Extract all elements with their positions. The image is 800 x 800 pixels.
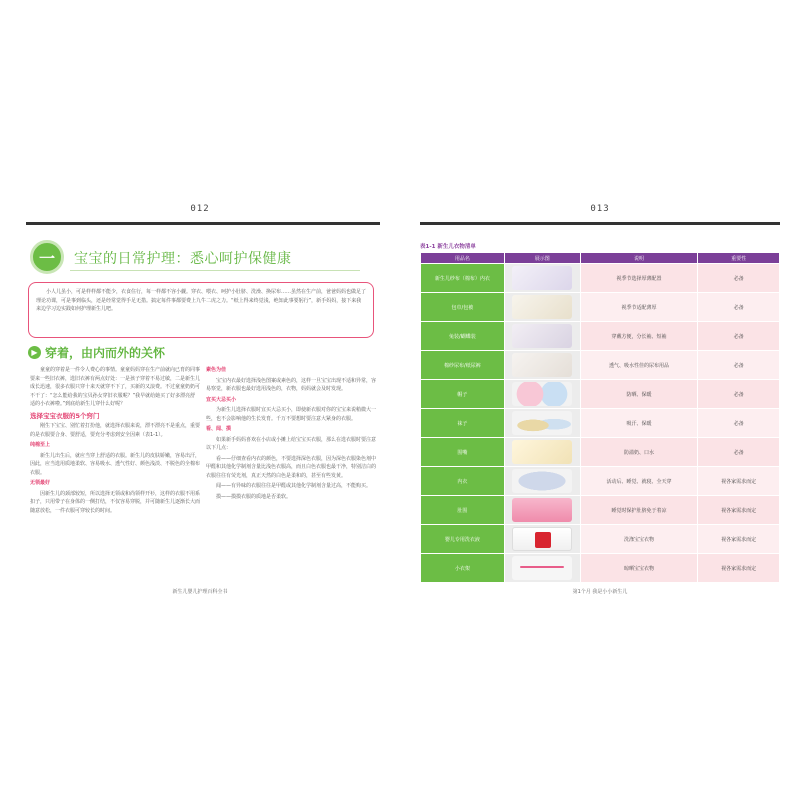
baby-detergent-image	[512, 527, 572, 551]
swaddle-blanket-image	[512, 295, 572, 319]
item-description-cell: 防晒、保暖	[580, 380, 698, 409]
subheading-cotton: 纯棉至上	[30, 442, 51, 448]
item-importance-cell: 必备	[698, 351, 780, 380]
item-description-cell: 晾晒宝宝衣物	[580, 554, 698, 583]
undershirt-image	[512, 469, 572, 493]
table-row	[421, 554, 780, 583]
item-description-cell: 透气、吸水性佳的尿布用品	[580, 351, 698, 380]
subheading-collarless: 无领最好	[30, 480, 51, 486]
item-name-cell: 肚围	[421, 496, 505, 525]
paragraph: 为新生儿选择衣服时宜买大忌买小，即使新衣服对你的宝宝来说稍微大一些，也不会影响他的生长发育。千万不要想时要注意大紧身的衣服。	[206, 407, 377, 422]
belly-band-image	[512, 498, 572, 522]
item-image-cell	[504, 351, 580, 380]
table-caption: 表1-1 新生儿衣物清单	[420, 244, 476, 250]
item-importance-cell: 必备	[698, 293, 780, 322]
section-heading	[28, 344, 165, 361]
baby-gauze-underwear-image	[512, 266, 572, 290]
item-name-cell: 围嘴	[421, 438, 505, 467]
table-body	[421, 264, 780, 583]
clothing-list-table	[420, 252, 780, 583]
item-description-cell: 视季节适配薄厚	[580, 293, 698, 322]
bib-image	[512, 440, 572, 464]
item-image-cell	[504, 409, 580, 438]
item-image-cell	[504, 293, 580, 322]
item-image-cell	[504, 467, 580, 496]
header-importance: 重要性	[698, 253, 780, 264]
item-name-cell: 新生儿纱布（棉布）内衣	[421, 264, 505, 293]
item-name-cell: 内衣	[421, 467, 505, 496]
hat-image	[512, 382, 572, 406]
item-importance-cell: 必备	[698, 409, 780, 438]
subheading-buy-big: 宜买大忌买小	[206, 396, 237, 403]
header-item-name: 用品名	[421, 253, 505, 264]
item-image-cell	[504, 264, 580, 293]
item-description-cell: 洗涤宝宝衣物	[580, 525, 698, 554]
paragraph: 看——仔细查看内衣的颜色，不要选择深色衣服，因为深色衣服染色剂中甲醛和其他化学制剂含量比浅色衣服高，而且白色衣服也最干净，特别洁白的衣服往往有荧光剂，真正天然的白色是柔和的，甚至有些发黄。	[206, 455, 377, 479]
paragraph: 闻——有异味的衣服往往是甲醛或其他化学制剂含量过高，不能购买。	[216, 483, 372, 489]
item-description-cell: 防溢奶、口水	[580, 438, 698, 467]
item-name-cell: 袜子	[421, 409, 505, 438]
item-name-cell: 棉纱尿布/纸尿裤	[421, 351, 505, 380]
section-title: 穿着，由内而外的关怀	[45, 346, 166, 360]
table-row	[421, 380, 780, 409]
item-importance-cell: 视各家需求而定	[698, 554, 780, 583]
item-importance-cell: 必备	[698, 264, 780, 293]
small-hanger-image	[512, 556, 572, 580]
header-description: 说明	[580, 253, 698, 264]
page-number-left: 012	[190, 204, 210, 214]
right-page	[420, 196, 780, 606]
header-image: 展示图	[504, 253, 580, 264]
item-image-cell	[504, 554, 580, 583]
play-arrow-icon: ▶	[28, 346, 41, 359]
item-description-cell: 视季节选择厚薄配置	[580, 264, 698, 293]
item-importance-cell: 必备	[698, 380, 780, 409]
paragraph: 童童的穿着是一件令人费心的事情。童童妈妈穿在生产前就向已育的同事要来一些旧衣裤，选旧衣裤有两点好处：一是孩子穿着不易过敏，二是新生儿成长迅速，很多衣服只穿十来天就穿不下了，买新的又浪费。不过童童奶奶可不干了：“怎么能给我的宝贝孙女穿旧衣服呢？”我早就给她买了好多漂亮舒适的小衣裤啦。”到底给新生儿穿什么好呢？	[30, 367, 201, 407]
item-description-cell: 穿戴方便，分长袖、短袖	[580, 322, 698, 351]
chapter-number-badge: 一	[30, 240, 64, 274]
table-row	[421, 438, 780, 467]
chapter-underline	[70, 270, 360, 271]
item-name-cell: 包巾/包被	[421, 293, 505, 322]
diaper-image	[512, 353, 572, 377]
item-image-cell	[504, 322, 580, 351]
romper-image	[512, 324, 572, 348]
item-importance-cell: 视各家需求而定	[698, 496, 780, 525]
table-row	[421, 293, 780, 322]
item-name-cell: 小衣架	[421, 554, 505, 583]
table-row	[421, 351, 780, 380]
paragraph: 如果新手妈妈喜欢在小店或小摊上给宝宝买衣服，那么在选衣服时要注意以下几点：	[206, 436, 377, 451]
item-description-cell: 吸汗、保暖	[580, 409, 698, 438]
paragraph: 刚生下宝宝、别忙着打扮他，就选择衣服来说，漂不漂亮不是重点，重要的是衣服要合身、要舒适，要充分考虑到安全因素（表1-1）。	[30, 423, 201, 438]
table-row	[421, 525, 780, 554]
paragraph: 摸——摸摸衣服的质地是否柔软。	[216, 493, 292, 500]
table-row	[421, 322, 780, 351]
table-row	[421, 264, 780, 293]
paragraph: 宝宝内衣最好选择浅色图案或素色的，这样一旦宝宝出现不适和异常，容易察觉，新衣服也最好选用浅色的，衣物，妈妈就会及时发现。	[206, 377, 377, 392]
top-rule-left	[26, 222, 380, 225]
footer-left: 新生儿婴儿护理百科全书	[172, 589, 228, 595]
text-column-right	[206, 366, 376, 503]
item-importance-cell: 视各家需求而定	[698, 467, 780, 496]
text-column-left	[30, 366, 200, 517]
item-image-cell	[504, 438, 580, 467]
item-image-cell	[504, 380, 580, 409]
socks-image	[512, 411, 572, 435]
footer-right: 第1个月 我是小小新生儿	[572, 589, 628, 595]
subheading-look-smell-touch: 看、闻、摸	[206, 426, 232, 432]
paragraph: 因新生儿的颈部较短，所以选择无领或和尚领样开衫，这样的衣服不用系扣子，只用带子在身体的一侧打结，不仅容易穿脱，并可随新生儿逐渐长大而随意放松，一件衣服可穿较长的时间。	[30, 490, 201, 514]
item-description-cell: 活动后、睡觉、就寝、全天穿	[580, 467, 698, 496]
chapter-banner	[30, 240, 360, 274]
left-page	[20, 196, 380, 606]
item-importance-cell: 必备	[698, 322, 780, 351]
table-row	[421, 409, 780, 438]
item-image-cell	[504, 525, 580, 554]
intro-box	[28, 282, 374, 338]
intro-text: 小人儿虽小，可是样样都不能少，衣食住行，每一样都不容小觑。穿衣、喂衣、呵护小肚脐、洗澡、换尿布……虽然在生产前，爸爸妈妈也做足了理论功课，可是事到临头，还是经常觉得手足无措。搞定每件事都要费上九牛二虎之力。“纸上得来终觉浅，绝知此事要躬行”，新手妈妈，接下来我来边学习边实践如何护理新生儿吧。	[36, 289, 367, 312]
item-name-cell: 兔装/蝴蝶装	[421, 322, 505, 351]
item-importance-cell: 必备	[698, 438, 780, 467]
paragraph: 新生儿出生后，就应当穿上舒适的衣服。新生儿的皮肤娇嫩，容易出汗，因此，应当选用质地柔软、容易吸水、透气性好、颜色浅淡、不脱色的全棉布衣服。	[30, 452, 201, 476]
subheading-plain-color: 素色为佳	[206, 367, 227, 373]
top-rule-right	[420, 222, 780, 225]
item-description-cell: 睡觉时保护肚脐免于着凉	[580, 496, 698, 525]
item-name-cell: 帽子	[421, 380, 505, 409]
subheading-tips: 选择宝宝衣服的5个窍门	[30, 411, 100, 420]
table-header-row	[421, 253, 780, 264]
table-row	[421, 496, 780, 525]
item-name-cell: 婴儿专用洗衣液	[421, 525, 505, 554]
item-importance-cell: 视各家需求而定	[698, 525, 780, 554]
table-row	[421, 467, 780, 496]
page-number-right: 013	[590, 204, 610, 214]
item-image-cell	[504, 496, 580, 525]
chapter-title: 宝宝的日常护理：悉心呵护保健康	[74, 251, 292, 267]
